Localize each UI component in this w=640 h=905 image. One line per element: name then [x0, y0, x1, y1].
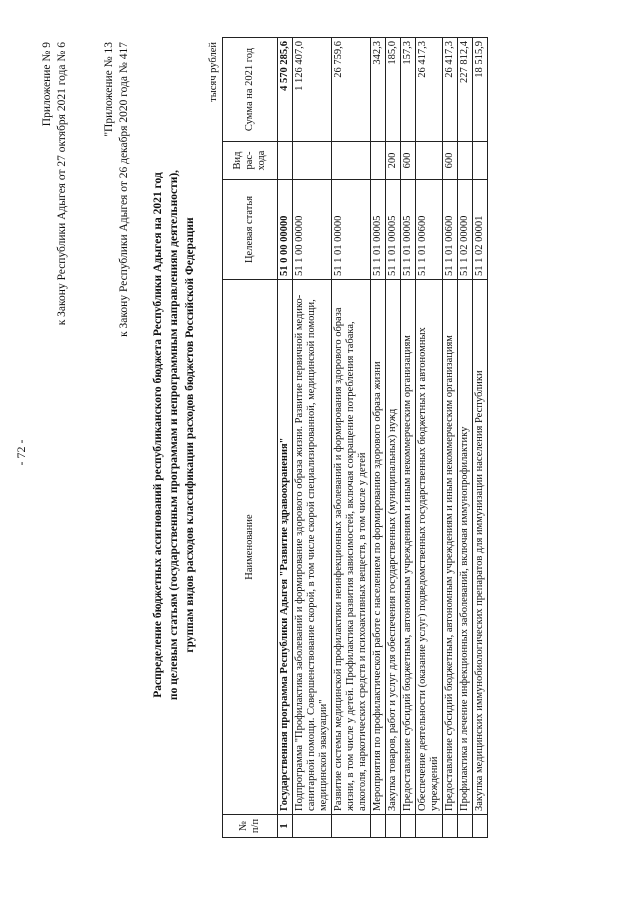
table-row — [416, 38, 443, 838]
row-type: 600 — [443, 142, 458, 180]
row-name: Развитие системы медицинской профилактики неинфекционных заболеваний и формирования здорового образа жизни, в том числе у детей. Профилактика развития зависимостей, включая сокращение потребления табака, алкоголя, наркотических средств и психоактивных веществ, в том числе у детей — [332, 280, 371, 815]
row-type — [473, 142, 488, 180]
column-header-sum: Сумма на 2021 год — [223, 38, 278, 142]
row-name: Закупка медицинских иммунобиологических препаратов для иммунизации населения Республики — [473, 280, 488, 815]
budget-table — [222, 37, 488, 838]
row-num — [332, 815, 371, 838]
page-number: - 72 - — [14, 439, 28, 466]
row-num — [443, 815, 458, 838]
table-header-row — [223, 38, 278, 838]
row-num — [458, 815, 473, 838]
row-type — [371, 142, 386, 180]
row-sum: 26 759,6 — [332, 38, 371, 142]
row-article: 51 1 01 00005 — [401, 180, 416, 280]
row-num — [416, 815, 443, 838]
row-num: 1 — [278, 815, 293, 838]
row-article: 51 1 01 00005 — [386, 180, 401, 280]
table-row — [443, 38, 458, 838]
row-sum: 26 417,3 — [443, 38, 458, 142]
row-type — [458, 142, 473, 180]
row-article: 51 1 02 00001 — [473, 180, 488, 280]
title-line-2: по целевым статьям (государственным программам и непрограммным направлениям деятельности), — [168, 169, 180, 701]
row-name: Закупка товаров, работ и услуг для обеспечения государственных (муниципальных) нужд — [386, 280, 401, 815]
row-type: 200 — [386, 142, 401, 180]
row-sum: 342,3 — [371, 38, 386, 142]
row-article: 51 1 02 00000 — [458, 180, 473, 280]
row-name: Подпрограмма "Профилактика заболеваний и формирование здорового образа жизни. Развитие первичной медико-санитарной помощи. Совершенствование скорой, в том числе скорой специализированной, медицинской помощи, медицинской эвакуации" — [293, 280, 332, 815]
row-type: 600 — [401, 142, 416, 180]
row-type — [278, 142, 293, 180]
row-name: Мероприятия по профилактической работе с населением по формированию здорового образа жизни — [371, 280, 386, 815]
row-sum: 185,0 — [386, 38, 401, 142]
row-sum: 227 812,4 — [458, 38, 473, 142]
table-row — [473, 38, 488, 838]
row-name: Государственная программа Республики Адыгея "Развитие здравоохранения" — [278, 280, 293, 815]
row-sum: 157,3 — [401, 38, 416, 142]
column-header-num: № п/п — [223, 815, 278, 838]
column-header-type: Вид рас- хода — [223, 142, 278, 180]
units-label: тысяч рублей — [208, 42, 219, 102]
row-num — [371, 815, 386, 838]
row-type — [332, 142, 371, 180]
row-name: Предоставление субсидий бюджетным, автономным учреждениям и иным некоммерческим организациям — [443, 280, 458, 815]
row-article: 51 0 00 00000 — [278, 180, 293, 280]
row-name: Предоставление субсидий бюджетным, автономным учреждениям и иным некоммерческим организациям — [401, 280, 416, 815]
table-row — [278, 38, 293, 838]
law-reference: к Закону Республики Адыгея от 27 октября 2021 года № 6 — [56, 42, 68, 326]
row-article: 51 1 00 00000 — [293, 180, 332, 280]
row-type — [416, 142, 443, 180]
row-sum: 18 515,9 — [473, 38, 488, 142]
row-num — [293, 815, 332, 838]
row-sum: 4 570 285,6 — [278, 38, 293, 142]
row-article: 51 1 01 00000 — [332, 180, 371, 280]
row-type — [293, 142, 332, 180]
law-reference-2: к Закону Республики Адыгея от 26 декабря 2020 года № 417 — [118, 42, 130, 337]
appendix-label-2: "Приложение № 13 — [103, 42, 115, 137]
row-num — [386, 815, 401, 838]
title-line-3: группам видов расходов классификации расходов бюджетов Российской Федерации — [184, 217, 196, 653]
column-header-name: Наименование — [223, 280, 278, 815]
table-row — [332, 38, 371, 838]
table-row — [386, 38, 401, 838]
row-num — [401, 815, 416, 838]
row-name: Обеспечение деятельности (оказание услуг) подведомственных государственных бюджетных и автономных учреждений — [416, 280, 443, 815]
row-article: 51 1 01 00600 — [416, 180, 443, 280]
row-name: Профилактика и лечение инфекционных заболеваний, включая иммунопрофилактику — [458, 280, 473, 815]
document-title — [150, 115, 198, 755]
row-num — [473, 815, 488, 838]
row-sum: 26 417,3 — [416, 38, 443, 142]
title-line-1: Распределение бюджетных ассигнований республиканского бюджета Республики Адыгея на 2021 год — [152, 172, 164, 698]
row-article: 51 1 01 00600 — [443, 180, 458, 280]
column-header-article: Целевая статья — [223, 180, 278, 280]
table-row — [458, 38, 473, 838]
row-article: 51 1 01 00005 — [371, 180, 386, 280]
table-row — [371, 38, 386, 838]
table-row — [401, 38, 416, 838]
row-sum: 1 126 407,0 — [293, 38, 332, 142]
table-row — [293, 38, 332, 838]
appendix-label: Приложение № 9 — [41, 42, 53, 127]
